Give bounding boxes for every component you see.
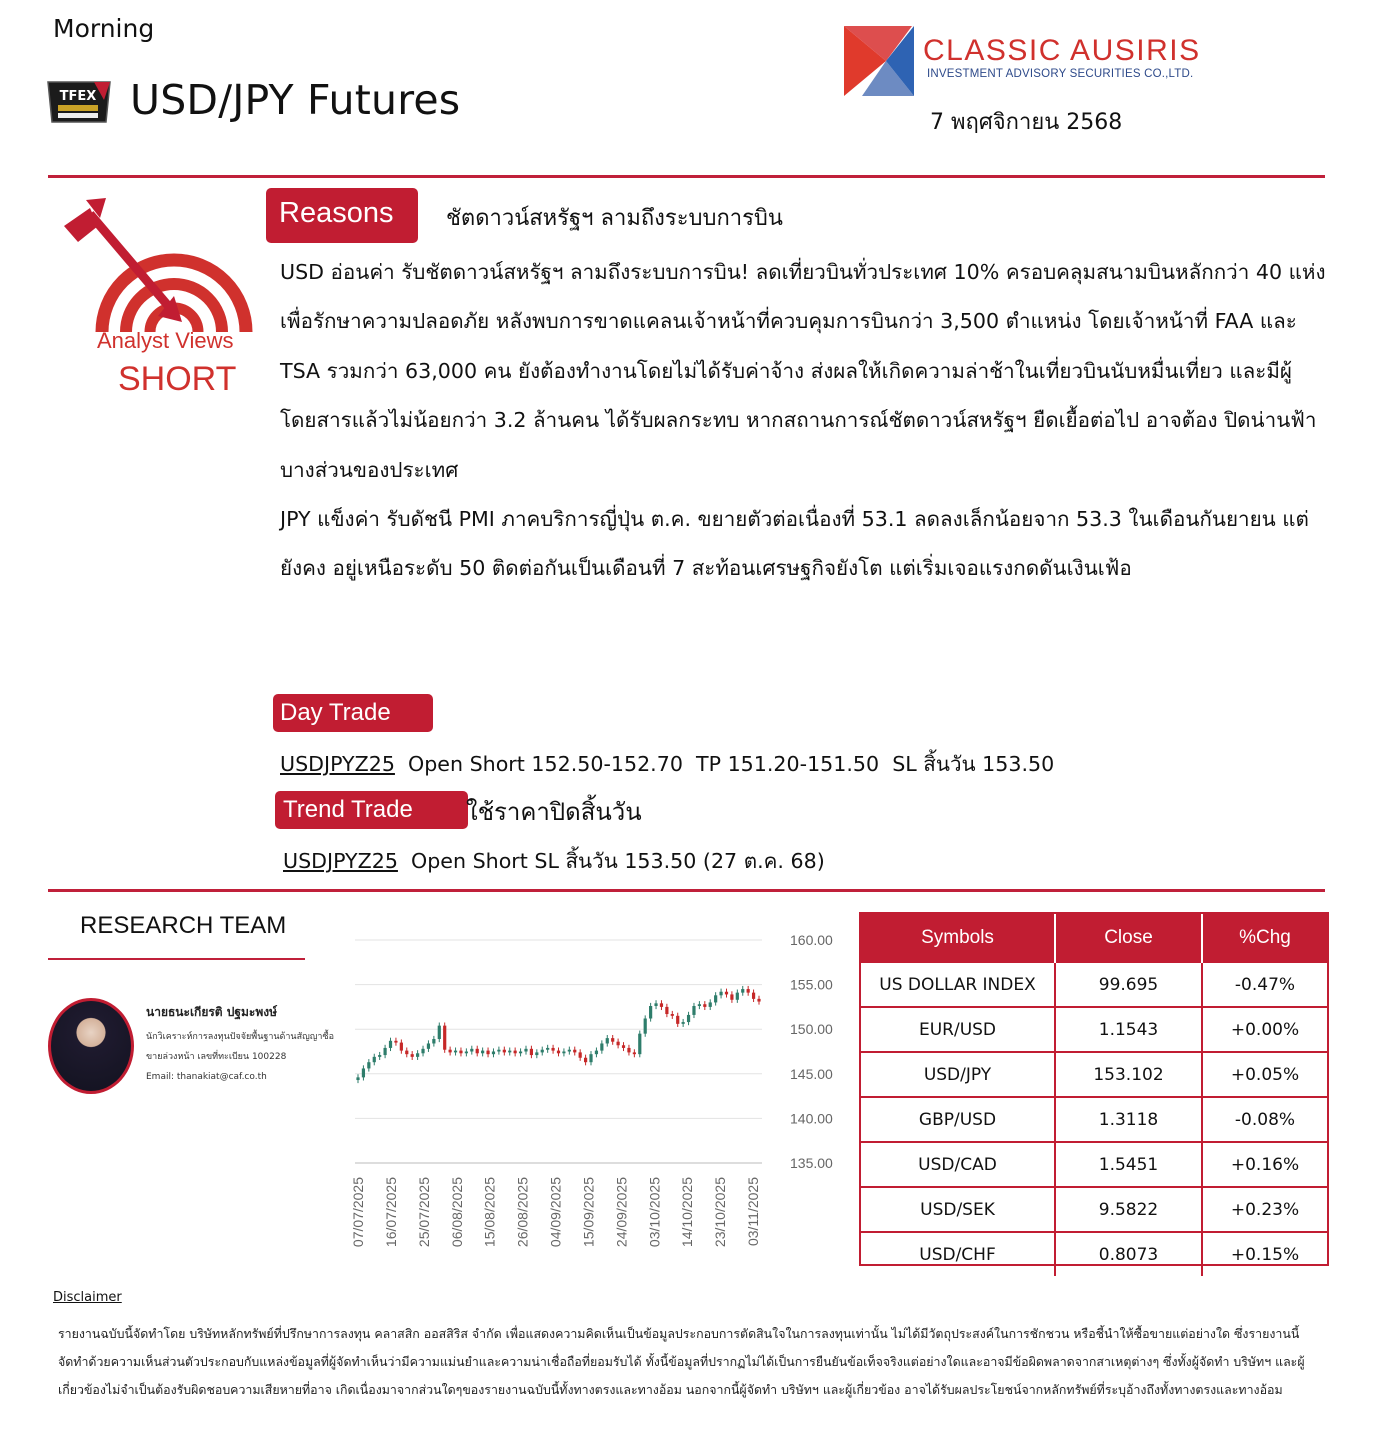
day-trade-symbol-link[interactable]: USDJPYZ25 — [280, 752, 395, 776]
quote-change-cell: +0.23% — [1202, 1187, 1327, 1232]
quote-symbol-cell: USD/CHF — [861, 1232, 1055, 1276]
table-row — [861, 1142, 1327, 1187]
company-logo — [842, 24, 932, 98]
reasons-headline: ชัตดาวน์สหรัฐฯ ลามถึงระบบการบิน — [446, 206, 783, 231]
candle-body — [524, 1049, 527, 1052]
candle-body — [438, 1026, 441, 1039]
candle-body — [449, 1050, 452, 1053]
section-divider — [48, 889, 1325, 892]
candle-body — [736, 993, 739, 1000]
candle-body — [595, 1051, 598, 1055]
candle-body — [383, 1048, 386, 1055]
quote-symbol-cell: EUR/USD — [861, 1007, 1055, 1052]
candle-body — [432, 1039, 435, 1043]
quote-close-cell: 1.5451 — [1055, 1142, 1202, 1187]
quote-change-cell: -0.47% — [1202, 962, 1327, 1007]
analyst-role — [146, 1027, 346, 1087]
x-tick-label: 16/07/2025 — [382, 1177, 399, 1248]
table-row — [861, 1007, 1327, 1052]
table-row — [861, 1187, 1327, 1232]
candle-body — [584, 1058, 587, 1062]
candle-body — [546, 1048, 549, 1050]
reasons-body — [280, 248, 1330, 594]
candle-body — [443, 1026, 446, 1050]
candle-body — [476, 1049, 479, 1053]
table-row — [861, 1052, 1327, 1097]
trend-trade-line — [283, 845, 825, 878]
candle-body — [573, 1050, 576, 1053]
quote-close-cell: 153.102 — [1055, 1052, 1202, 1097]
table-row — [861, 962, 1327, 1007]
candle-body — [530, 1049, 533, 1055]
candle-body — [665, 1007, 668, 1014]
candle-body — [497, 1050, 500, 1052]
candle-body — [719, 992, 722, 996]
candle-body — [692, 1006, 695, 1015]
day-trade-detail: Open Short 152.50-152.70 TP 151.20-151.50 SL สิ้นวัน 153.50 — [394, 752, 1055, 776]
disclaimer-title: Disclaimer — [53, 1290, 122, 1305]
quote-change-cell: +0.15% — [1202, 1232, 1327, 1276]
candle-body — [465, 1052, 468, 1054]
candle-body — [389, 1041, 392, 1048]
quote-close-cell: 1.1543 — [1055, 1007, 1202, 1052]
analyst-views-label: Analyst Views — [97, 328, 234, 353]
quote-change-cell: +0.16% — [1202, 1142, 1327, 1187]
table-row — [861, 1232, 1327, 1276]
quote-symbol-cell: USD/CAD — [861, 1142, 1055, 1187]
quote-change-cell: +0.00% — [1202, 1007, 1327, 1052]
quote-close-cell: 99.695 — [1055, 962, 1202, 1007]
candle-body — [600, 1043, 603, 1050]
candle-body — [470, 1049, 473, 1052]
candle-body — [633, 1052, 636, 1054]
disclaimer-text: รายงานฉบับนี้จัดทำโดย บริษัทหลักทรัพย์ที่ปรึกษาการลงทุน คลาสสิก ออสสิริส จำกัด เพื่อแสดงความคิดเห็นเป็นข้อมูลประกอบการตัดสินใจในการลงทุนเท่านั้น ไม่ได้มีวัตถุประสงค์ในการชักชวน หรือชี้นำให้ซื้อขายแต่อย่างใด ซึ่งรายงานนี้ จัดทำด้วยความเห็นส่วนตัวประกอบกับแหล่งข้อมูลที่ผู้จัดทำเห็นว่ามีความแม่นยำและความน่าเชื่อถือที่ยอมรับได้ ทั้งนี้ข้อมูลที่ปรากฏไม่ได้เป็นการยืนยันข้อเท็จจริงแต่อย่างใดและอาจมีข้อผิดพลาดจากสาเหตุต่างๆ ซึ่งทั้งผู้จัดทำ บริษัทฯ และผู้เกี่ยวข้องไม่จำเป็นต้องรับผิดชอบความเสียหายที่อาจ เกิดเนื่องมาจากส่วนใดๆของรายงานฉบับนี้ทั้งทางตรงและทางอ้อม นอกจากนี้ผู้จัดทำ บริษัทฯ และผู้เกี่ยวข้อง อาจได้รับผลประโยชน์จากหลักทรัพย์ที่ระบุอ้างถึงทั้งทางตรงและทางอ้อม — [58, 1326, 1305, 1397]
x-tick-label: 14/10/2025 — [679, 1177, 696, 1248]
candle-body — [747, 989, 750, 993]
analyst-view-value: SHORT — [118, 360, 237, 398]
candle-body — [687, 1015, 690, 1022]
candle-body — [725, 992, 728, 995]
reasons-paragraph-usd: USD อ่อนค่า รับชัตดาวน์สหรัฐฯ ลามถึงระบบการบิน! ลดเที่ยวบินทั่วประเทศ 10% ครอบคลุมสนามบินหลักกว่า 40 แห่ง เพื่อรักษาความปลอดภัย หลังพบการขาดแคลนเจ้าหน้าที่ควบคุมการบินกว่า 3,500 ตำแหน่ง โดยเจ้าหน้าที่ FAA และ TSA รวมกว่า 63,000 คน ยังต้องทำงานโดยไม่ได้รับค่าจ้าง ส่งผลให้เกิดความล่าช้าในเที่ยวบินนับหมื่นเที่ยว และมีผู้โดยสารแล้วไม่น้อยกว่า 3.2 ล้านคน ได้รับผลกระทบ หากสถานการณ์ชัตดาวน์สหรัฐฯ ยืดเยื้อต่อไป อาจต้อง ปิดน่านฟ้าบางส่วนของประเทศ — [280, 260, 1326, 482]
quotes-table — [859, 912, 1329, 1266]
research-team-title: RESEARCH TEAM — [80, 912, 287, 939]
candle-body — [503, 1050, 506, 1053]
candle-body — [508, 1051, 511, 1053]
candle-body — [741, 989, 744, 993]
quote-symbol-cell: USD/SEK — [861, 1187, 1055, 1232]
report-date: 7 พฤศจิกายน 2568 — [930, 110, 1123, 135]
trend-trade-symbol-link[interactable]: USDJPYZ25 — [283, 849, 398, 873]
x-tick-label: 23/10/2025 — [712, 1177, 729, 1248]
candle-body — [557, 1051, 560, 1054]
candle-body — [562, 1052, 565, 1054]
y-tick-label: 150.00 — [790, 1021, 833, 1038]
report-session-label: Morning — [53, 14, 155, 43]
candle-body — [644, 1018, 647, 1033]
x-tick-label: 04/09/2025 — [547, 1177, 564, 1248]
x-tick-label: 26/08/2025 — [514, 1177, 531, 1248]
candle-body — [492, 1052, 495, 1055]
candle-body — [589, 1054, 592, 1062]
quote-symbol-cell: GBP/USD — [861, 1097, 1055, 1142]
candle-body — [519, 1052, 522, 1054]
trend-trade-detail: Open Short SL สิ้นวัน 153.50 (27 ต.ค. 68) — [397, 849, 825, 873]
candle-body — [486, 1051, 489, 1055]
quote-close-cell: 1.3118 — [1055, 1097, 1202, 1142]
candle-body — [411, 1054, 414, 1057]
candle-body — [356, 1077, 359, 1080]
quote-change-cell: -0.08% — [1202, 1097, 1327, 1142]
candle-body — [579, 1052, 582, 1057]
analyst-name: นายธนะเกียรติ ปฐมะพงษ์ — [146, 1005, 278, 1019]
quote-symbol-cell: USD/JPY — [861, 1052, 1055, 1097]
candle-body — [416, 1053, 419, 1057]
y-tick-label: 160.00 — [790, 932, 833, 948]
candle-body — [654, 1003, 657, 1006]
analyst-license: นักวิเคราะห์การลงทุนปัจจัยพื้นฐานด้านสัญญาซื้อขายล่วงหน้า เลขที่ทะเบียน 100228 — [146, 1032, 334, 1062]
candle-body — [514, 1051, 517, 1054]
candle-body — [459, 1051, 462, 1054]
candle-body — [676, 1016, 679, 1024]
candle-body — [427, 1043, 430, 1048]
candle-body — [606, 1038, 609, 1043]
header-close: Close — [1055, 914, 1202, 962]
header-symbols: Symbols — [861, 914, 1055, 962]
candle-body — [611, 1038, 614, 1042]
candle-body — [627, 1048, 630, 1052]
y-tick-label: 155.00 — [790, 976, 833, 993]
quote-symbol-cell: US DOLLAR INDEX — [861, 962, 1055, 1007]
candle-body — [709, 1002, 712, 1006]
tfex-logo — [44, 78, 114, 126]
y-tick-label: 145.00 — [790, 1065, 833, 1082]
reasons-paragraph-jpy: JPY แข็งค่า รับดัชนี PMI ภาคบริการญี่ปุ่น ต.ค. ขยายตัวต่อเนื่องที่ 53.1 ลดลงเล็กน้อยจาก 53.3 ในเดือนกันยายน แต่ยังคง อยู่เหนือระดับ 50 ติดต่อกันเป็นเดือนที่ 7 สะท้อนเศรษฐกิจยังโต แต่เริ่มเจอแรงกดดันเงินเฟ้อ — [280, 507, 1309, 581]
candle-body — [730, 994, 733, 999]
x-tick-label: 25/07/2025 — [415, 1177, 432, 1248]
candle-body — [400, 1043, 403, 1051]
trend-trade-note: ใช้ราคาปิดสิ้นวัน — [466, 798, 642, 826]
candle-body — [362, 1068, 365, 1077]
candle-body — [622, 1045, 625, 1048]
x-tick-label: 03/10/2025 — [646, 1177, 663, 1248]
candle-body — [698, 1004, 701, 1006]
y-tick-label: 140.00 — [790, 1110, 833, 1127]
candle-body — [551, 1048, 554, 1051]
candle-body — [649, 1006, 652, 1018]
reasons-tag: Reasons — [266, 188, 418, 243]
x-tick-label: 06/08/2025 — [448, 1177, 465, 1248]
trend-trade-tag: Trend Trade — [275, 791, 468, 829]
candle-body — [660, 1003, 663, 1007]
company-name: CLASSIC AUSIRIS — [923, 34, 1201, 67]
x-tick-label: 15/08/2025 — [481, 1177, 498, 1248]
candle-body — [421, 1049, 424, 1053]
candle-body — [454, 1051, 457, 1053]
candle-body — [481, 1051, 484, 1054]
candle-body — [378, 1055, 381, 1057]
research-team-underline — [48, 958, 305, 960]
candle-body — [568, 1050, 571, 1052]
candle-body — [752, 993, 755, 999]
company-subtitle: INVESTMENT ADVISORY SECURITIES CO.,LTD. — [927, 68, 1194, 80]
analyst-avatar — [48, 998, 134, 1094]
page-title: USD/JPY Futures — [130, 76, 461, 124]
y-tick-label: 135.00 — [790, 1155, 833, 1171]
candle-body — [714, 995, 717, 1002]
candle-body — [373, 1057, 376, 1062]
table-row — [861, 1097, 1327, 1142]
candle-body — [535, 1052, 538, 1055]
header-change: %Chg — [1202, 914, 1327, 962]
x-tick-label: 24/09/2025 — [613, 1177, 630, 1248]
day-trade-line — [280, 748, 1054, 781]
candle-body — [617, 1042, 620, 1046]
quote-change-cell: +0.05% — [1202, 1052, 1327, 1097]
candle-body — [367, 1062, 370, 1068]
candle-body — [671, 1014, 674, 1016]
candle-body — [405, 1051, 408, 1055]
candle-body — [394, 1041, 397, 1043]
candle-body — [638, 1034, 641, 1055]
x-tick-label: 15/09/2025 — [580, 1177, 597, 1248]
analyst-email: Email: thanakiat@caf.co.th — [146, 1072, 267, 1082]
candle-body — [682, 1022, 685, 1024]
quote-close-cell: 9.5822 — [1055, 1187, 1202, 1232]
price-chart — [340, 915, 850, 1265]
svg-text:TFEX: TFEX — [59, 89, 97, 104]
quote-close-cell: 0.8073 — [1055, 1232, 1202, 1276]
candle-body — [703, 1004, 706, 1007]
x-tick-label: 07/07/2025 — [350, 1177, 366, 1248]
section-divider — [48, 175, 1325, 178]
target-icon — [60, 196, 256, 332]
x-tick-label: 03/11/2025 — [745, 1177, 761, 1247]
candle-body — [757, 999, 760, 1002]
day-trade-tag: Day Trade — [273, 694, 433, 732]
candle-body — [541, 1050, 544, 1053]
